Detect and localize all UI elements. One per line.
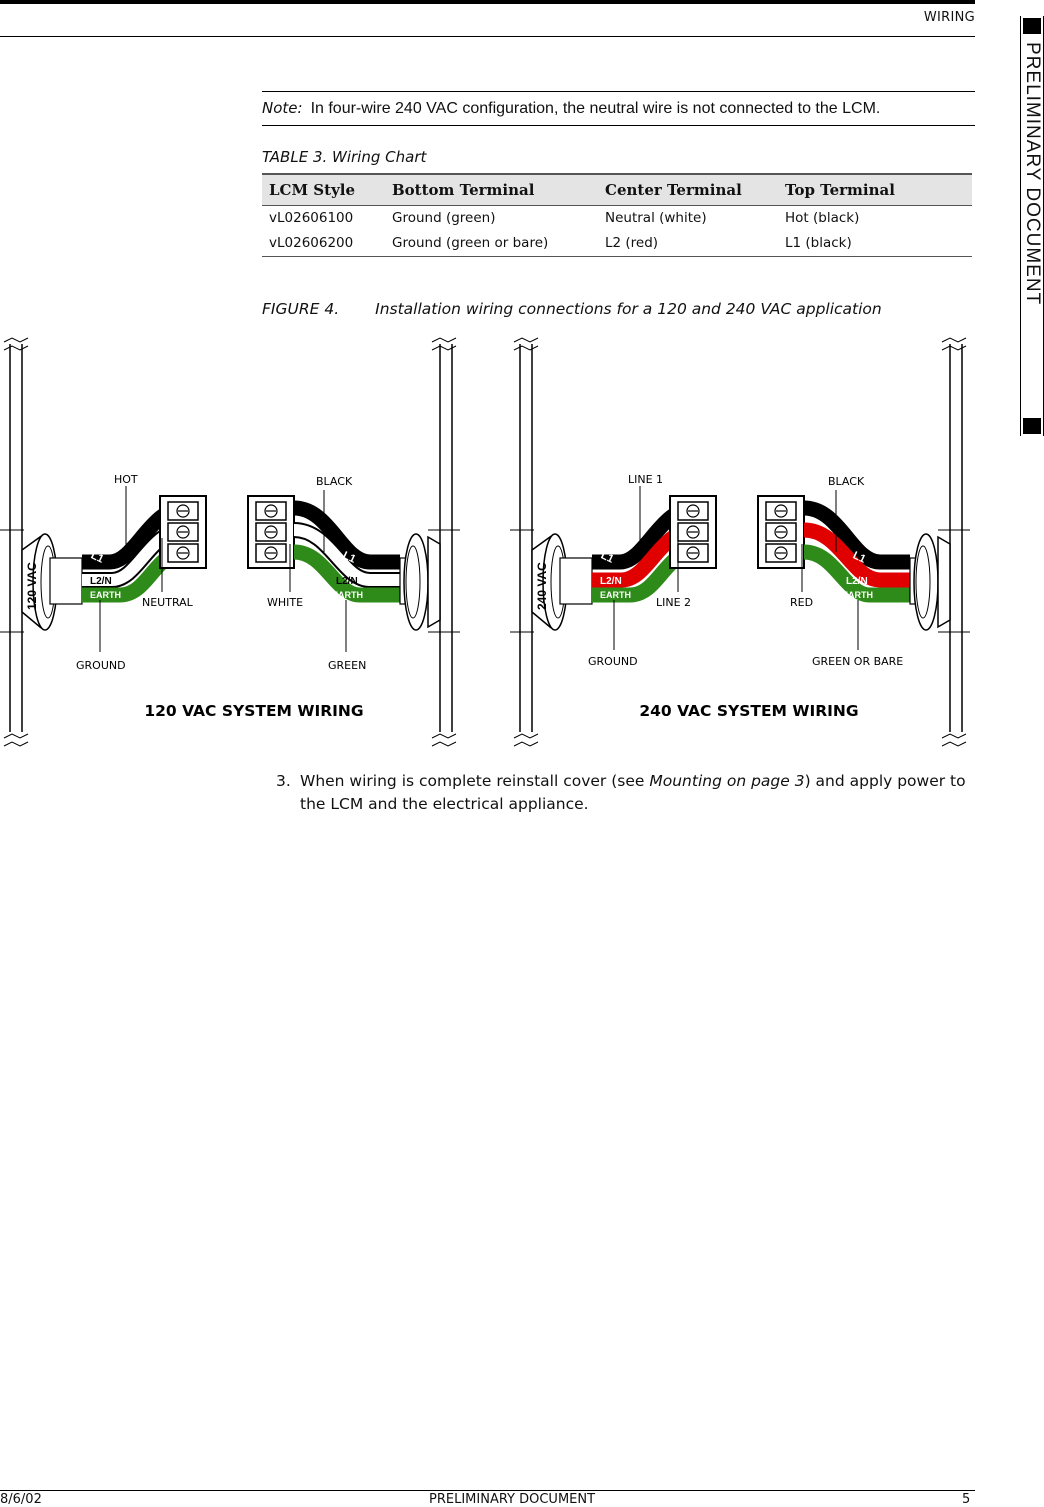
side-label-240: 240 VAC (535, 562, 549, 610)
note (262, 99, 880, 118)
band-l1-right-120: L1 (340, 549, 358, 566)
header-rule (0, 36, 975, 37)
table-cell: L1 (black) (778, 231, 972, 257)
mounting-reference-link[interactable]: Mounting on page 3 (649, 772, 805, 790)
table-caption: TABLE 3. Wiring Chart (262, 148, 427, 166)
note-rule-bottom (262, 125, 975, 126)
band-l1-right-240: L1 (850, 549, 868, 566)
band-earth-left-120: EARTH (90, 590, 121, 600)
footer-date: 8/6/02 (0, 1492, 42, 1507)
band-l2n-right-240: L2/N (846, 576, 868, 587)
col-header-top-terminal: Top Terminal (778, 174, 972, 206)
label-line2: LINE 2 (656, 596, 692, 609)
system-title-240: 240 VAC SYSTEM WIRING (639, 702, 859, 720)
label-neutral: NEUTRAL (142, 596, 193, 609)
wiring-240-panel (510, 338, 970, 746)
table-cell: Ground (green or bare) (385, 231, 598, 257)
note-text: In four-wire 240 VAC configuration, the neutral wire is not connected to the LCM. (310, 100, 881, 117)
terminal-block-left-120 (160, 496, 206, 568)
step-3 (276, 770, 976, 816)
wiring-chart-table (262, 173, 972, 257)
wiring-diagram (0, 332, 1000, 752)
label-red: RED (790, 596, 814, 609)
table-header-row (262, 174, 972, 206)
band-l1-left-120: L1 (88, 549, 106, 566)
note-rule-top (262, 91, 975, 92)
wiring-120-panel (0, 338, 460, 746)
band-earth-right-240: EARTH (842, 590, 873, 600)
system-title-120: 120 VAC SYSTEM WIRING (144, 702, 364, 720)
label-hot: HOT (114, 473, 138, 486)
label-ground-240: GROUND (588, 655, 638, 668)
col-header-lcm-style: LCM Style (262, 174, 385, 206)
left-box-wall-240 (510, 338, 538, 746)
watermark-block-bottom (1023, 418, 1041, 434)
table-row (262, 206, 972, 232)
figure-title: Installation wiring connections for a 120 and 240 VAC application (375, 300, 882, 318)
band-earth-right-120: EARTH (332, 590, 363, 600)
table-cell: Ground (green) (392, 209, 496, 226)
footer-center: PRELIMINARY DOCUMENT (429, 1492, 596, 1507)
label-black-120: BLACK (316, 475, 353, 488)
watermark-text: PRELIMINARY DOCUMENT (1022, 42, 1043, 306)
section-title: WIRING (923, 10, 975, 25)
col-header-bottom-terminal: Bottom Terminal (385, 174, 598, 206)
header-top-bar (0, 0, 975, 4)
page-number: 5 (962, 1492, 971, 1507)
table-cell: Neutral (white) (605, 209, 707, 226)
band-l2n-left-120: L2/N (90, 576, 112, 587)
table-cell: Hot (black) (785, 209, 860, 226)
footer-rule (0, 1490, 975, 1491)
label-green-or-bare: GREEN OR BARE (812, 655, 904, 668)
left-box-wall (0, 338, 28, 746)
table-cell: vL02606100 (269, 209, 354, 226)
label-green: GREEN (328, 659, 367, 672)
label-black-240: BLACK (828, 475, 865, 488)
band-l2n-right-120: L2/N (336, 576, 358, 587)
terminal-block-right-120 (248, 496, 294, 568)
preliminary-watermark (1020, 16, 1044, 436)
col-header-center-terminal: Center Terminal (598, 174, 778, 206)
terminal-block-right-240 (758, 496, 804, 568)
label-ground-120: GROUND (76, 659, 126, 672)
step-text-after: ) and apply power to the LCM and the electrical appliance. (300, 772, 966, 813)
step-text-before: When wiring is complete reinstall cover (see (300, 772, 650, 790)
label-white: WHITE (267, 596, 304, 609)
label-line1: LINE 1 (628, 473, 664, 486)
step-number: 3. (276, 772, 291, 790)
terminal-block-left-240 (670, 496, 716, 568)
table-cell: L2 (red) (598, 231, 778, 257)
table-cell: vL02606200 (262, 231, 385, 257)
figure-caption (262, 300, 882, 318)
band-l2n-left-240: L2/N (600, 576, 622, 587)
side-label-120: 120 VAC (25, 562, 39, 610)
band-l1-left-240: L1 (598, 549, 616, 566)
note-label: Note: (262, 99, 303, 117)
band-earth-left-240: EARTH (600, 590, 631, 600)
figure-number: FIGURE 4. (262, 300, 340, 318)
watermark-block-top (1023, 18, 1041, 34)
table-row (262, 231, 972, 257)
